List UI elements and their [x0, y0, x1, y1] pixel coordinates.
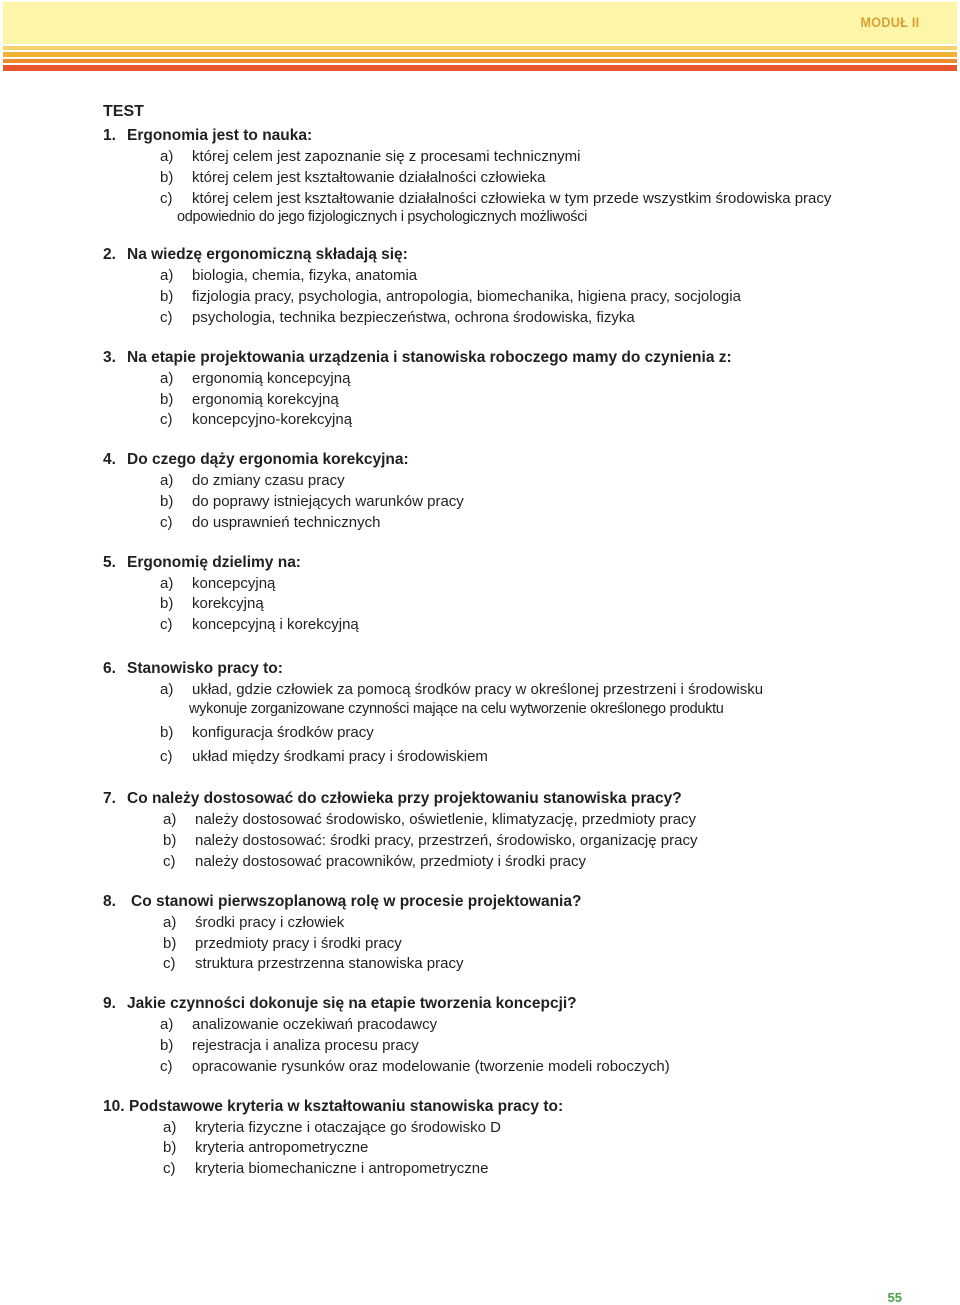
question-text: Na wiedzę ergonomiczną składają się:: [127, 246, 408, 264]
answer-option: [103, 369, 913, 390]
option-text: ergonomią korekcyjną: [192, 390, 339, 408]
option-letter: c): [163, 1160, 176, 1178]
answer-option: [103, 308, 913, 329]
answer-option: [103, 471, 913, 492]
option-letter: c): [160, 616, 173, 634]
question-number: 1.: [103, 127, 116, 144]
question-heading: [103, 1097, 913, 1117]
option-text: należy dostosować pracowników, przedmioty i środki pracy: [195, 852, 587, 870]
question-8: [103, 892, 913, 975]
option-letter: b): [160, 168, 174, 186]
option-letter: c): [160, 411, 173, 429]
question-text: Do czego dąży ergonomia korekcyjna:: [127, 451, 409, 469]
question-number: 4.: [103, 451, 116, 469]
option-letter: a): [160, 680, 174, 698]
option-letter: a): [160, 1016, 174, 1034]
answer-option: [103, 390, 913, 411]
answer-option: [103, 913, 913, 934]
answer-option: [103, 954, 913, 975]
answer-option: [103, 1057, 913, 1078]
option-letter: a): [163, 1118, 177, 1136]
answer-option: [103, 1015, 913, 1036]
question-number: 2.: [103, 246, 116, 264]
answer-option: [103, 1159, 913, 1180]
answer-option: [103, 594, 913, 615]
question-number: 7.: [103, 790, 116, 808]
option-text: kryteria biomechaniczne i antropometryczne: [195, 1160, 489, 1178]
option-letter: b): [160, 723, 174, 741]
option-text: należy dostosować: środki pracy, przestrzeń, środowisko, organizację pracy: [195, 832, 698, 850]
question-number: 9.: [103, 995, 116, 1013]
option-text: przedmioty pracy i środki pracy: [195, 934, 402, 952]
option-letter: c): [160, 513, 173, 531]
question-text: Jakie czynności dokonuje się na etapie tworzenia koncepcji?: [127, 995, 577, 1013]
answer-option: [103, 492, 913, 513]
question-heading: [103, 553, 913, 573]
option-letter: b): [160, 1036, 174, 1054]
answer-option: [103, 831, 913, 852]
question-number: 5.: [103, 553, 116, 571]
question-number: 6.: [103, 659, 116, 677]
option-text: fizjologia pracy, psychologia, antropologia, biomechanika, higiena pracy, socjologia: [192, 288, 741, 306]
option-letter: a): [160, 369, 174, 387]
option-text: układ, gdzie człowiek za pomocą środków pracy w określonej przestrzeni i środowisku: [192, 680, 764, 698]
page-number: 55: [887, 1290, 902, 1305]
option-letter: b): [160, 492, 174, 510]
question-10: [103, 1097, 913, 1180]
module-label: MODUŁ II: [860, 14, 919, 30]
question-number: 8.: [103, 892, 116, 910]
answer-option: [103, 147, 913, 168]
option-text: której celem jest kształtowanie działalności człowieka: [192, 168, 546, 186]
question-9: [103, 994, 913, 1077]
question-5: [103, 553, 913, 636]
option-text: kryteria fizyczne i otaczające go środowisko D: [195, 1118, 501, 1136]
option-letter: c): [163, 852, 176, 870]
option-letter: c): [160, 1057, 173, 1075]
option-continuation: odpowiednio do jego fizjologicznych i psychologicznych możliwości: [177, 209, 588, 226]
decorative-stripe: [3, 46, 957, 50]
option-text: do poprawy istniejących warunków pracy: [192, 492, 464, 510]
option-letter: c): [160, 189, 173, 207]
option-text: do usprawnień technicznych: [192, 513, 381, 531]
option-letter: a): [160, 574, 174, 592]
question-heading: [103, 126, 913, 146]
question-text: Podstawowe kryteria w kształtowaniu stanowiska pracy to:: [129, 1097, 564, 1115]
question-heading: [103, 789, 913, 809]
option-text: ergonomią koncepcyjną: [192, 369, 351, 387]
question-6: [103, 659, 913, 767]
option-text: do zmiany czasu pracy: [192, 472, 345, 490]
option-text: rejestracja i analiza procesu pracy: [192, 1036, 419, 1054]
option-text: koncepcyjno-korekcyjną: [192, 411, 353, 429]
test-title: TEST: [103, 103, 144, 120]
header-band: [3, 2, 957, 44]
question-heading: [103, 450, 913, 470]
option-letter: b): [163, 1139, 177, 1157]
question-text: Co należy dostosować do człowieka przy projektowaniu stanowiska pracy?: [127, 790, 682, 808]
option-text: biologia, chemia, fizyka, anatomia: [192, 267, 418, 285]
question-1: [103, 126, 913, 226]
option-letter: a): [163, 811, 177, 829]
option-text: konfiguracja środków pracy: [192, 723, 374, 741]
option-letter: c): [160, 747, 173, 765]
answer-option: [103, 189, 913, 210]
question-heading: [103, 892, 913, 912]
option-letter: b): [163, 934, 177, 952]
answer-option: [103, 266, 913, 287]
answer-option: [103, 410, 913, 431]
option-letter: c): [160, 308, 173, 326]
option-letter: b): [160, 390, 174, 408]
option-text: psychologia, technika bezpieczeństwa, ochrona środowiska, fizyka: [192, 308, 635, 326]
question-text: Na etapie projektowania urządzenia i stanowiska roboczego mamy do czynienia z:: [127, 348, 732, 366]
question-text: Ergonomię dzielimy na:: [127, 553, 301, 571]
option-text: korekcyjną: [192, 595, 264, 613]
answer-option: [103, 574, 913, 595]
decorative-stripe: [3, 52, 957, 57]
question-number: 3.: [103, 348, 116, 366]
answer-option: [103, 1036, 913, 1057]
question-text: Stanowisko pracy to:: [127, 659, 283, 677]
answer-option: [103, 810, 913, 831]
option-letter: a): [163, 913, 177, 931]
answer-option: [103, 934, 913, 955]
option-letter: b): [160, 595, 174, 613]
question-heading: [103, 659, 913, 679]
test-content: [103, 102, 913, 1180]
option-letter: b): [160, 288, 174, 306]
option-text: należy dostosować środowisko, oświetlenie, klimatyzację, przedmioty pracy: [195, 811, 697, 829]
option-text: kryteria antropometryczne: [195, 1139, 369, 1157]
question-heading: [103, 245, 913, 265]
question-number: 10.: [103, 1097, 125, 1115]
question-2: [103, 245, 913, 328]
decorative-stripe: [3, 59, 957, 63]
answer-option: [103, 1138, 913, 1159]
question-4: [103, 450, 913, 533]
option-text: której celem jest zapoznanie się z procesami technicznymi: [192, 148, 581, 165]
option-letter: a): [160, 472, 174, 490]
answer-option: [103, 852, 913, 873]
option-text: analizowanie oczekiwań pracodawcy: [192, 1016, 438, 1034]
question-7: [103, 789, 913, 872]
option-continuation: wykonuje zorganizowane czynności mające na celu wytworzenie określonego produktu: [189, 700, 724, 717]
answer-option: [103, 287, 913, 308]
question-heading: [103, 348, 913, 368]
option-text: koncepcyjną: [192, 574, 276, 592]
question-3: [103, 348, 913, 431]
option-text: której celem jest kształtowanie działalności człowieka w tym przede wszystkim środowiska pracy: [192, 189, 832, 207]
option-letter: b): [163, 832, 177, 850]
option-letter: c): [163, 955, 176, 973]
option-letter: a): [160, 267, 174, 285]
option-text: układ między środkami pracy i środowiskiem: [192, 747, 488, 765]
option-text: koncepcyjną i korekcyjną: [192, 616, 359, 634]
answer-option: [103, 747, 913, 768]
option-letter: a): [160, 148, 174, 165]
answer-option: [103, 168, 913, 189]
option-text: środki pracy i człowiek: [195, 913, 345, 931]
answer-option: [103, 513, 913, 534]
question-text: Co stanowi pierwszoplanową rolę w procesie projektowania?: [131, 892, 582, 910]
question-heading: [103, 994, 913, 1014]
answer-option: [103, 1118, 913, 1139]
option-text: struktura przestrzenna stanowiska pracy: [195, 955, 464, 973]
answer-option: [103, 723, 913, 744]
answer-option: [103, 615, 913, 636]
answer-option: [103, 680, 913, 701]
decorative-stripe: [3, 65, 957, 71]
question-text: Ergonomia jest to nauka:: [127, 127, 313, 144]
option-text: opracowanie rysunków oraz modelowanie (tworzenie modeli roboczych): [192, 1057, 670, 1075]
